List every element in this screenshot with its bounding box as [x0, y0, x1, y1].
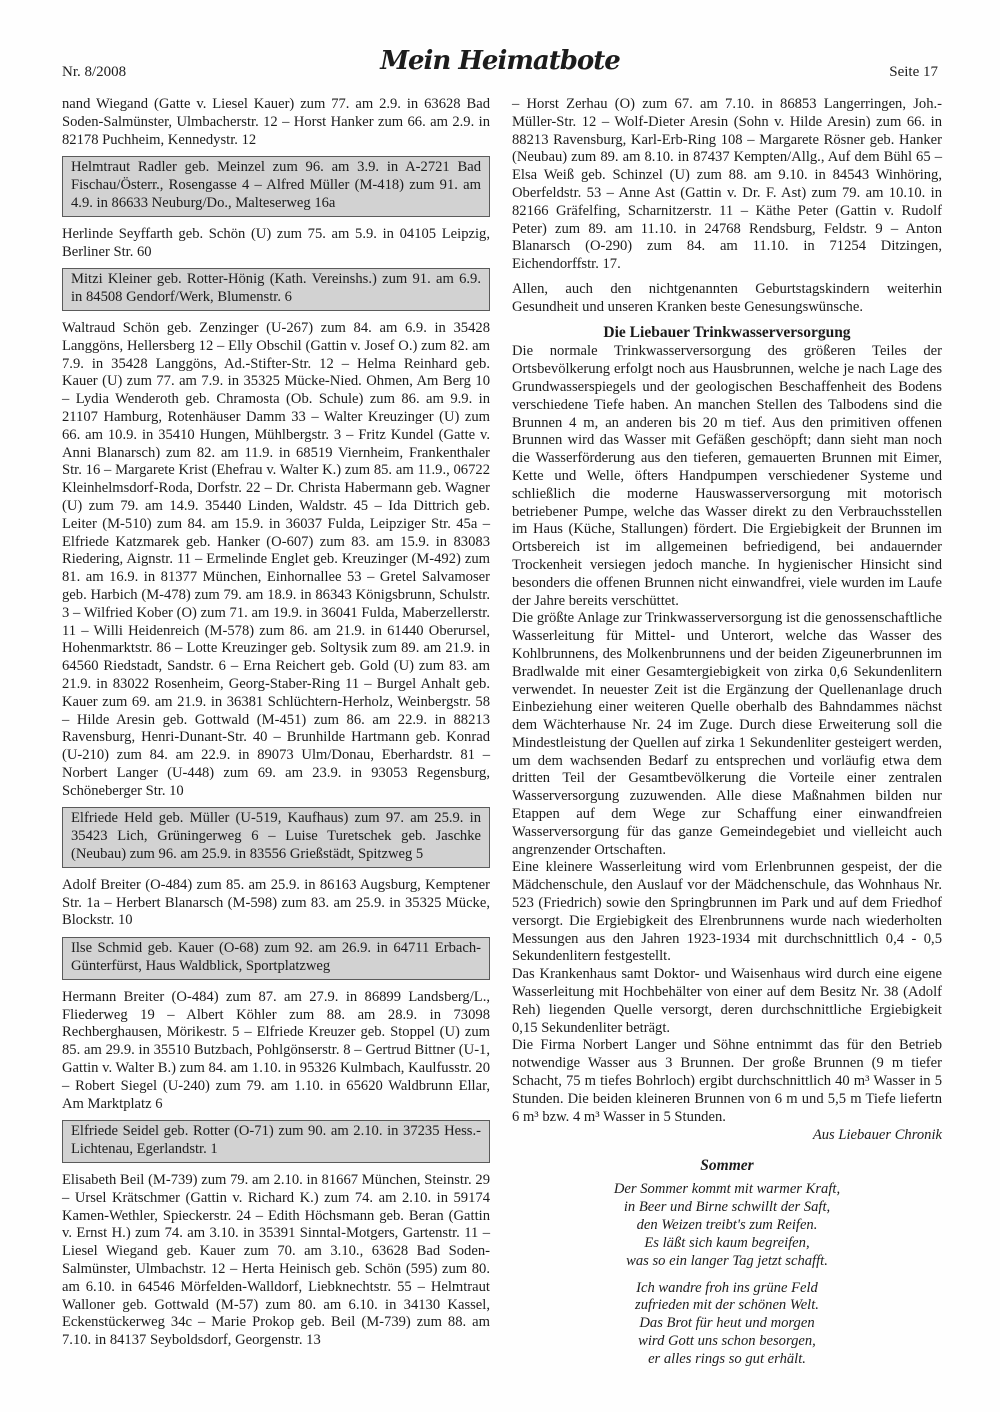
poem-title: Sommer — [700, 1157, 754, 1175]
poem-line: was so ein langer Tag jetzt schafft. — [626, 1252, 828, 1269]
greeting-paragraph: Allen, auch den nichtgenannten Geburtstagskindern weiterhin Gesundheit und unseren Kranken beste Genesungswünsche. — [512, 280, 942, 315]
birthday-paragraph: – Horst Zerhau (O) zum 67. am 7.10. in 86853 Langerringen, Joh.-Müller-Str. 12 – Wolf-Dieter Aresin (Sohn v. Hilde Aresin) zum 66. in 88213 Ravensburg, Karl-Erb-Ring 108 – Margarete Rösner geb. Hanker (Neubau) zum 89. am 8.10. in 87437 Kempten/Allg., Auf dem Bühl 65 – Elsa Weiß geb. Schinzel (U) zum 88. am 9.10. in 84543 Winhöring, Oberfeldstr. 53 – Anne Ast (Gattin v. Dr. F. Ast) zum 79. am 10.10. in 82166 Gräfelfing, Scharnitzerstr. 11 – Käthe Peter (Gattin v. Rudolf Peter) zum 89. am 11.10. in 24768 Rendsburg, Feldstr. 9 – Anton Blanarsch (O-290) zum 84. am 11.10. in 71254 Ditzingen, Eichendorffstr. 17. — [512, 96, 942, 273]
page-header — [62, 46, 938, 92]
birthday-paragraph: Adolf Breiter (O-484) zum 85. am 25.9. in 86163 Augsburg, Kemptener Str. 1a – Herbert Blanarsch (M-598) zum 83. am 25.9. in 35325 Mücke, Blockstr. 10 — [62, 876, 490, 929]
left-column — [62, 96, 490, 1357]
poem-line: Der Sommer kommt mit warmer Kraft, — [613, 1181, 841, 1198]
poem-line: Ich wandre froh ins grüne Feld — [636, 1279, 818, 1296]
article-paragraph: Die Firma Norbert Langer und Söhne entnimmt das für den Betrieb notwendige Wasser aus 3 Brunnen. Der große Brunnen (9 m tiefer Schacht, 75 m tiefes Bohrloch) ergibt durchschnittlich 40 m³ Wasser in 5 Stunden. Die beiden kleineren Brunnen von 6 m und 5,5 m Tiefe liefertn 6 m³ bzw. 4 m³ Wasser in 5 Stunden. — [512, 1037, 942, 1125]
birthday-paragraph: nand Wiegand (Gatte v. Liesel Kauer) zum 77. am 2.9. in 63628 Bad Soden-Salmünster, Ulmbacherstr. 12 – Horst Hanker zum 66. am 2.9. in 82178 Puchheim, Kennedystr. 12 — [62, 96, 490, 148]
poem-line: er alles rings so gut erhält. — [648, 1351, 806, 1368]
article-source: Aus Liebauer Chronik — [812, 1127, 942, 1144]
highlight-box: Ilse Schmid geb. Kauer (O-68) zum 92. am 26.9. in 64711 Erbach-Günterfürst, Haus Waldblick, Sportplatzweg — [62, 937, 490, 980]
article-paragraph: Die normale Trinkwasserversorgung des größeren Teiles der Ortsbevölkerung erfolgt noch aus Hausbrunnen, welche je nach Lage des Grundwasserspiegels und der geologischen Beschaffenheit des Bodens verschiedene Tiefe haben. An manchen Stellen des Talbodens sind die Brunnen 4 m, an anderen bis 20 m tief. Aus den primitiven offenen Brunnen wird das Wasser mit Gefäßen geschöpft; dann sieht man noch die Wasserförderung aus den tieferen, gemauerten Brunnen mit Eimer, Kette und Welle, öfters Handpumpen verschiedener Systeme und schließlich die moderne Hauswasserversorgung mit motorisch betriebener Pumpe, welche das Wasser direkt zu den Verbrauchsstellen im Haus (Küche, Stallungen) fördert. Die Ergiebigkeit der Brunnen im Ortsbereich ist im allgemeinen befriedigend, bei andauernder Trockenheit versiegen jedoch manche. In hygienischer Hinsicht sind besonders die offenen Brunnen nicht einwandfrei, viele wurden im Laufe der Jahre bereits verschüttet. — [512, 343, 942, 609]
poem-line: Das Brot für heut und morgen — [639, 1315, 815, 1332]
poem-line: wird Gott uns schon besorgen, — [638, 1333, 816, 1350]
right-column — [512, 96, 942, 1378]
highlight-box: Elfriede Held geb. Müller (U-519, Kaufhaus) zum 97. am 25.9. in 35423 Lich, Grüningerweg 6 – Luise Turetschek geb. Jaschke (Neubau) zum 96. am 25.9. in 83556 Grießstädt, Spitzweg 5 — [62, 807, 490, 867]
highlight-box: Mitzi Kleiner geb. Rotter-Hönig (Kath. Vereinshs.) zum 91. am 6.9. in 84508 Gendorf/Werk, Blumenstr. 6 — [62, 268, 490, 311]
poem-line: zufrieden mit der schönen Welt. — [635, 1297, 819, 1314]
article-paragraph: Eine kleinere Wasserleitung wird vom Erlenbrunnen gespeist, der die Mädchenschule, den Auslauf vor der Mädchenschule, das Wohnhaus Nr. 523 (Friedrich) sowie den Springbrunnen im Park und auf dem Friedhof versorgt. Die Ergiebigkeit des Elrenbrunnens wurde nach wiederholten Messungen aus den Jahren 1923-1934 mit durchschnittlich 0,4 - 0,5 Sekundenlitern festgestellt. — [512, 859, 942, 965]
issue-number: Nr. 8/2008 — [62, 64, 127, 80]
masthead-title: Mein Heimatbote — [380, 46, 620, 76]
page-number: Seite 17 — [889, 64, 938, 80]
article-paragraph: Die größte Anlage zur Trinkwasserversorgung ist die genossenschaftliche Wasserleitung für Mittel- und Unterort, welche das Wasser des Kohlbrunnens, des Molkenbrunnens und der beiden Zigeunerbrunnen im Bradlwalde mit einer Gesamtergiebigkeit von zirka 0,6 Sekundenlitern verwendet. In neuester Zeit ist die Ergänzung der Quellenanlage druch Einbeziehung einer weiteren Quelle oberhalb des Bahndammes nächst dem Wächterhause Nr. 24 im Zuge. Durch diese Erweiterung soll die Mindestleistung der Quellen auf zirka 1 Sekundenliter gesteigert werden, um dem wachsenden Bedarf zu entsprechen und vorläufig etwa dem dritten Teil der Gesamtbevölkerung die Vorteile einer zentralen Wasserversorgung zuzuwenden. Alle diese Maßnahmen bilden nur Etappen auf dem Wege zur Schaffung einer einwandfreien Wasserversorgung für das ganze Gemeindegebiet und vielleicht auch angrenzender Ortschaften. — [512, 610, 942, 858]
poem-line: Es läßt sich kaum begreifen, — [644, 1234, 810, 1251]
birthday-paragraph: Herlinde Seyffarth geb. Schön (U) zum 75. am 5.9. in 04105 Leipzig, Berliner Str. 60 — [62, 225, 490, 260]
highlight-box: Helmtraut Radler geb. Meinzel zum 96. am 3.9. in A-2721 Bad Fischau/Österr., Rosengasse 4 – Alfred Müller (M-418) zum 91. am 4.9. in 86633 Neuburg/Do., Malteserweg 16a — [62, 156, 490, 216]
poem-stanza-1 — [512, 1181, 942, 1271]
birthday-paragraph: Hermann Breiter (O-484) zum 87. am 27.9. in 86899 Landsberg/L., Fliederweg 19 – Albert Köhler zum 88. am 28.9. in 73098 Rechberghausen, Mörikestr. 5 – Elfriede Kreuzer geb. Stoppel (U) zum 85. am 29.9. in 35510 Butzbach, Pohlgönserstr. 8 – Gertrud Bittner (U-1, Gattin v. Walter B.) zum 84. am 1.10. in 95326 Kulmbach, Kaulfusstr. 20 – Robert Siegel (U-240) zum 79. am 1.10. in 65620 Waldbrunn Ellar, Am Marktplatz 6 — [62, 988, 490, 1112]
article-heading: Die Liebauer Trinkwasserversorgung — [603, 323, 851, 341]
article-paragraph: Das Krankenhaus samt Doktor- und Waisenhaus wird durch eine eigene Wasserleitung mit Hochbehälter von einer auf dem Besitz Nr. 38 (Adolf Reh) liegenden Quelle versorgt, deren durchschnittliche Ergiebigkeit 0,15 Sekundenliter beträgt. — [512, 966, 942, 1036]
poem-stanza-2 — [512, 1280, 942, 1370]
birthday-paragraph: Waltraud Schön geb. Zenzinger (U-267) zum 84. am 6.9. in 35428 Langgöns, Hellersberg 12 – Elly Obschil (Gattin v. Josef O.) zum 82. am 7.9. in 35428 Langgöns, Ad.-Stifter-Str. 12 – Helma Reinhard geb. Kauer (U) zum 77. am 7.9. in 35325 Mücke-Nied. Ohmen, Am Berg 10 – Lydia Wenderoth geb. Chramosta (Ob. Schule) zum 86. am 9.9. in 21107 Hamburg, Rotenhäuser Damm 33 – Walter Kreuzinger (U) zum 66. am 10.9. in 35410 Hungen, Mühlbergstr. 3 – Fritz Kundel (Gatte v. Anni Blanarsch) zum 82. am 11.9. in 68519 Viernheim, Frankenthaler Str. 16 – Margarete Krist (Ehefrau v. Walter K.) zum 85. am 11.9., 06722 Kleinhelmsdorf-Roda, Dorfstr. 22 – Dr. Christa Habermann geb. Wagner (U) zum 79. am 14.9. 35440 Linden, Waldstr. 45 – Ida Dittrich geb. Leiter (M-510) zum 84. am 15.9. in 36037 Fulda, Leipziger Str. 45a – Elfriede Katzmarek geb. Hanker (O-607) zum 83. am 15.9. in 83083 Riedering, Aignstr. 11 – Ermelinde Englet geb. Kreuzinger (M-492) zum 81. am 16.9. in 81377 München, Einhornallee 53 – Gretel Salvamoser geb. Harbich (M-478) zum 79. am 18.9. in 86343 Königsbrunn, Schulstr. 3 – Wilfried Kober (O) zum 71. am 19.9. in 36041 Fulda, Maberzellerstr. 11 – Willi Heidenreich (M-578) zum 86. am 21.9. in 61440 Oberursel, Hohenmarktstr. 86 – Lotte Kreuzinger geb. Soltysik zum 89. am 21.9. in 64560 Riedstadt, Sandstr. 6 – Erna Reichert geb. Gold (U) zum 83. am 21.9. in 83022 Rosenheim, Georg-Staber-Ring 11 – Burgel Anhalt geb. Kauer zum 69. am 21.9. in 36381 Schlüchtern-Herholz, Weinbergstr. 58 – Hilde Aresin geb. Gottwald (M-451) zum 86. am 22.9. in 88213 Ravensburg, Henri-Dunant-Str. 40 – Brunhilde Hartmann geb. Konrad (U-210) zum 84. am 22.9. in 89073 Ulm/Donau, Eberhardstr. 81 – Norbert Langer (U-448) zum 69. am 23.9. in 93053 Regensburg, Schöneberger Str. 10 — [62, 319, 490, 799]
poem-line: den Weizen treibt's zum Reifen. — [636, 1216, 818, 1233]
birthday-paragraph: Elisabeth Beil (M-739) zum 79. am 2.10. in 81667 München, Steinstr. 29 – Ursel Krätschmer (Gattin v. Richard K.) zum 74. am 2.10. in 59174 Kamen-Wethler, Spieckerstr. 24 – Edith Höchsmann geb. Beran (Gattin v. Ernst H.) zum 74. am 3.10. in 35391 Sinntal-Motgers, Gartenstr. 11 – Liesel Wiegand geb. Kauer zum 70. am 3.10., 63628 Bad Soden-Salmünster, Ulmbachstr. 12 – Herta Heinisch geb. Schön (595) zum 80. am 6.10. in 64546 Mörfelden-Walldorf, Liebknechtstr. 55 – Helmtraut Walloner geb. Gottwald (M-57) zum 80. am 6.10. in 34130 Kassel, Eckenstückerweg 34c – Marie Prokop geb. Beil (M-739) zum 88. am 7.10. in 84137 Seyboldsdorf, Georgenstr. 13 — [62, 1172, 490, 1349]
highlight-box: Elfriede Seidel geb. Rotter (O-71) zum 90. am 2.10. in 37235 Hess.-Lichtenau, Egerlandstr. 1 — [62, 1120, 490, 1163]
poem-line: in Beer und Birne schwillt der Saft, — [623, 1198, 831, 1215]
